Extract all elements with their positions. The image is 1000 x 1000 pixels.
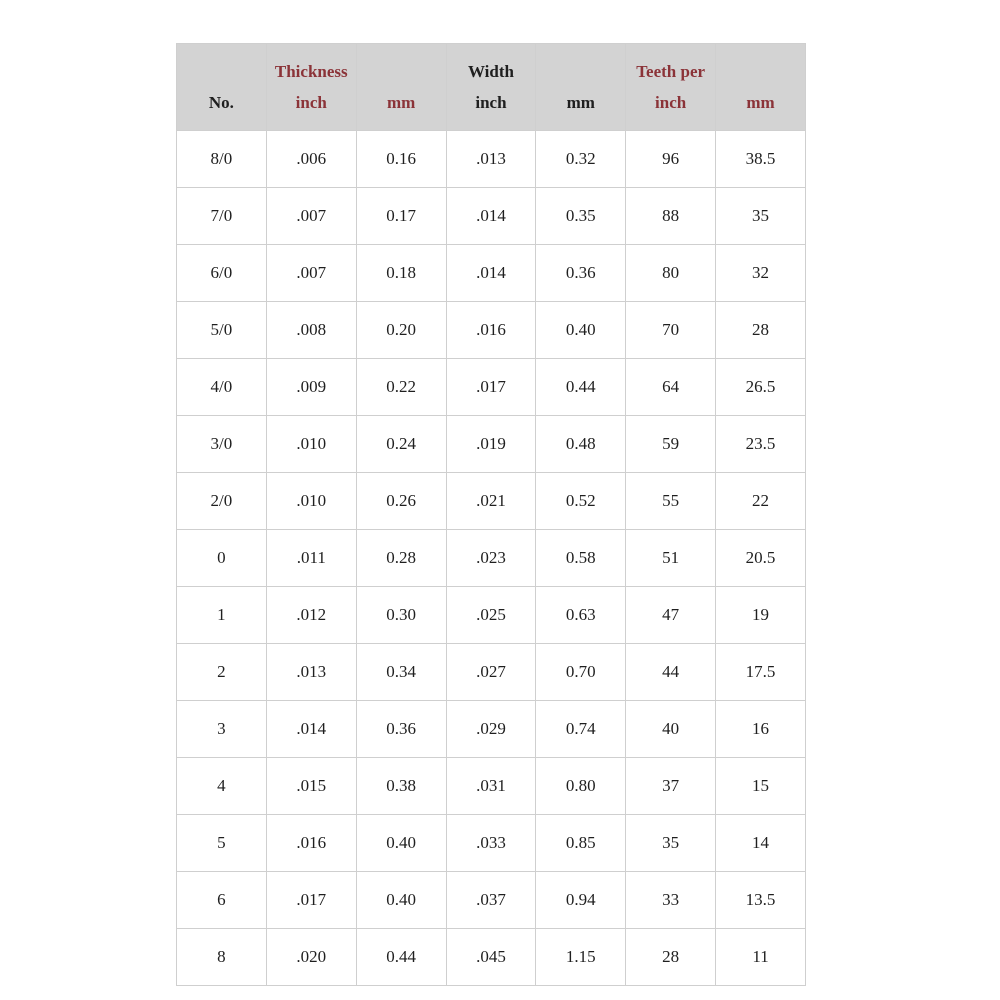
table-cell: 0.63 — [536, 587, 626, 644]
table-cell: 8/0 — [177, 131, 267, 188]
header-line1: Thickness — [274, 62, 348, 81]
table-cell: 19 — [716, 587, 806, 644]
table-cell: 20.5 — [716, 530, 806, 587]
table-cell: .008 — [266, 302, 356, 359]
table-cell: 1.15 — [536, 929, 626, 986]
table-row — [177, 587, 806, 644]
table-row — [177, 701, 806, 758]
table-cell: 37 — [626, 758, 716, 815]
table-cell: 0.52 — [536, 473, 626, 530]
table-cell: .013 — [266, 644, 356, 701]
table-cell: 5 — [177, 815, 267, 872]
table-cell: 26.5 — [716, 359, 806, 416]
table-cell: 0.74 — [536, 701, 626, 758]
table-cell: 44 — [626, 644, 716, 701]
table-cell: 0.48 — [536, 416, 626, 473]
table-cell: 14 — [716, 815, 806, 872]
table-cell: 0.32 — [536, 131, 626, 188]
table-cell: .019 — [446, 416, 536, 473]
table-cell: 0.70 — [536, 644, 626, 701]
table-cell: 0 — [177, 530, 267, 587]
table-cell: 80 — [626, 245, 716, 302]
table-header — [177, 44, 806, 131]
header-line1: Teeth per — [636, 62, 706, 81]
table-body — [177, 131, 806, 986]
header-cell-width-inch — [446, 44, 536, 131]
table-cell: .009 — [266, 359, 356, 416]
table-cell: 0.26 — [356, 473, 446, 530]
table-cell: 38.5 — [716, 131, 806, 188]
header-cell-mm — [536, 44, 626, 131]
table-cell: .016 — [446, 302, 536, 359]
table-cell: .017 — [446, 359, 536, 416]
table-cell: 70 — [626, 302, 716, 359]
table-cell: 4/0 — [177, 359, 267, 416]
table-cell: 64 — [626, 359, 716, 416]
header-cell-no- — [177, 44, 267, 131]
table-cell: 0.85 — [536, 815, 626, 872]
table-cell: 13.5 — [716, 872, 806, 929]
header-line1 — [357, 56, 446, 87]
table-cell: 0.35 — [536, 188, 626, 245]
table-cell: 6 — [177, 872, 267, 929]
table-cell: 28 — [716, 302, 806, 359]
table-row — [177, 416, 806, 473]
table-cell: .027 — [446, 644, 536, 701]
header-line1 — [177, 56, 266, 87]
table-cell: 17.5 — [716, 644, 806, 701]
table-row — [177, 815, 806, 872]
table-cell: 0.40 — [356, 815, 446, 872]
table-cell: 23.5 — [716, 416, 806, 473]
table-cell: 0.17 — [356, 188, 446, 245]
table-cell: 32 — [716, 245, 806, 302]
table-cell: .014 — [446, 245, 536, 302]
table-cell: 59 — [626, 416, 716, 473]
table-cell: .007 — [266, 188, 356, 245]
table-row — [177, 359, 806, 416]
table-row — [177, 245, 806, 302]
table-cell: 33 — [626, 872, 716, 929]
table-cell: .023 — [446, 530, 536, 587]
table-cell: 16 — [716, 701, 806, 758]
table-cell: 0.44 — [356, 929, 446, 986]
header-line1 — [716, 56, 805, 87]
table-cell: 3/0 — [177, 416, 267, 473]
header-line2: inch — [655, 93, 687, 112]
table-cell: .033 — [446, 815, 536, 872]
table-cell: 22 — [716, 473, 806, 530]
table-cell: 2/0 — [177, 473, 267, 530]
table-cell: 1 — [177, 587, 267, 644]
table-cell: 11 — [716, 929, 806, 986]
table-cell: 0.58 — [536, 530, 626, 587]
table-cell: .013 — [446, 131, 536, 188]
table-cell: 6/0 — [177, 245, 267, 302]
header-line1 — [536, 56, 625, 87]
table-cell: 5/0 — [177, 302, 267, 359]
table-cell: 0.34 — [356, 644, 446, 701]
table-cell: 40 — [626, 701, 716, 758]
table-row — [177, 302, 806, 359]
table-row — [177, 872, 806, 929]
table-cell: 0.22 — [356, 359, 446, 416]
table-cell: .017 — [266, 872, 356, 929]
table-cell: 35 — [626, 815, 716, 872]
header-cell-mm — [716, 44, 806, 131]
table-cell: 35 — [716, 188, 806, 245]
table-cell: 15 — [716, 758, 806, 815]
table-row — [177, 530, 806, 587]
table-cell: 3 — [177, 701, 267, 758]
table-cell: .021 — [446, 473, 536, 530]
header-line1: Width — [467, 62, 514, 81]
table-cell: .045 — [446, 929, 536, 986]
table-cell: 0.38 — [356, 758, 446, 815]
table-cell: .025 — [446, 587, 536, 644]
table-cell: .029 — [446, 701, 536, 758]
header-line2: mm — [566, 93, 595, 112]
table-cell: 0.18 — [356, 245, 446, 302]
header-row — [177, 44, 806, 131]
table-cell: 88 — [626, 188, 716, 245]
table-cell: 0.40 — [536, 302, 626, 359]
saw-blade-spec-table — [176, 43, 806, 986]
table-row — [177, 929, 806, 986]
table-cell: 0.80 — [536, 758, 626, 815]
header-line2: mm — [386, 93, 416, 112]
table-cell: 0.28 — [356, 530, 446, 587]
table-cell: 7/0 — [177, 188, 267, 245]
header-cell-mm — [356, 44, 446, 131]
table-cell: .011 — [266, 530, 356, 587]
table-cell: 0.40 — [356, 872, 446, 929]
table-row — [177, 473, 806, 530]
table-cell: .007 — [266, 245, 356, 302]
table-cell: .037 — [446, 872, 536, 929]
header-line2: inch — [295, 93, 327, 112]
table-cell: .006 — [266, 131, 356, 188]
header-line2: No. — [208, 93, 234, 112]
table-cell: 0.24 — [356, 416, 446, 473]
table-row — [177, 758, 806, 815]
table-cell: .010 — [266, 473, 356, 530]
table-cell: .016 — [266, 815, 356, 872]
table-cell: .031 — [446, 758, 536, 815]
table-cell: 0.44 — [536, 359, 626, 416]
table-cell: 0.20 — [356, 302, 446, 359]
table-cell: 51 — [626, 530, 716, 587]
table-cell: 0.30 — [356, 587, 446, 644]
table-cell: 47 — [626, 587, 716, 644]
header-line2: inch — [475, 93, 507, 112]
table-cell: .014 — [266, 701, 356, 758]
header-cell-teeth-per-inch — [626, 44, 716, 131]
table-cell: 0.36 — [356, 701, 446, 758]
table-cell: 55 — [626, 473, 716, 530]
table-cell: .014 — [446, 188, 536, 245]
table-cell: 0.36 — [536, 245, 626, 302]
table-cell: .020 — [266, 929, 356, 986]
table-cell: 0.16 — [356, 131, 446, 188]
header-cell-thickness-inch — [266, 44, 356, 131]
table-cell: .015 — [266, 758, 356, 815]
table-cell: 2 — [177, 644, 267, 701]
table-cell: 96 — [626, 131, 716, 188]
table-cell: 8 — [177, 929, 267, 986]
table-cell: .012 — [266, 587, 356, 644]
table-cell: 4 — [177, 758, 267, 815]
table-row — [177, 131, 806, 188]
header-line2: mm — [746, 93, 775, 112]
table-cell: 0.94 — [536, 872, 626, 929]
table-cell: 28 — [626, 929, 716, 986]
table-row — [177, 188, 806, 245]
table-row — [177, 644, 806, 701]
table-cell: .010 — [266, 416, 356, 473]
